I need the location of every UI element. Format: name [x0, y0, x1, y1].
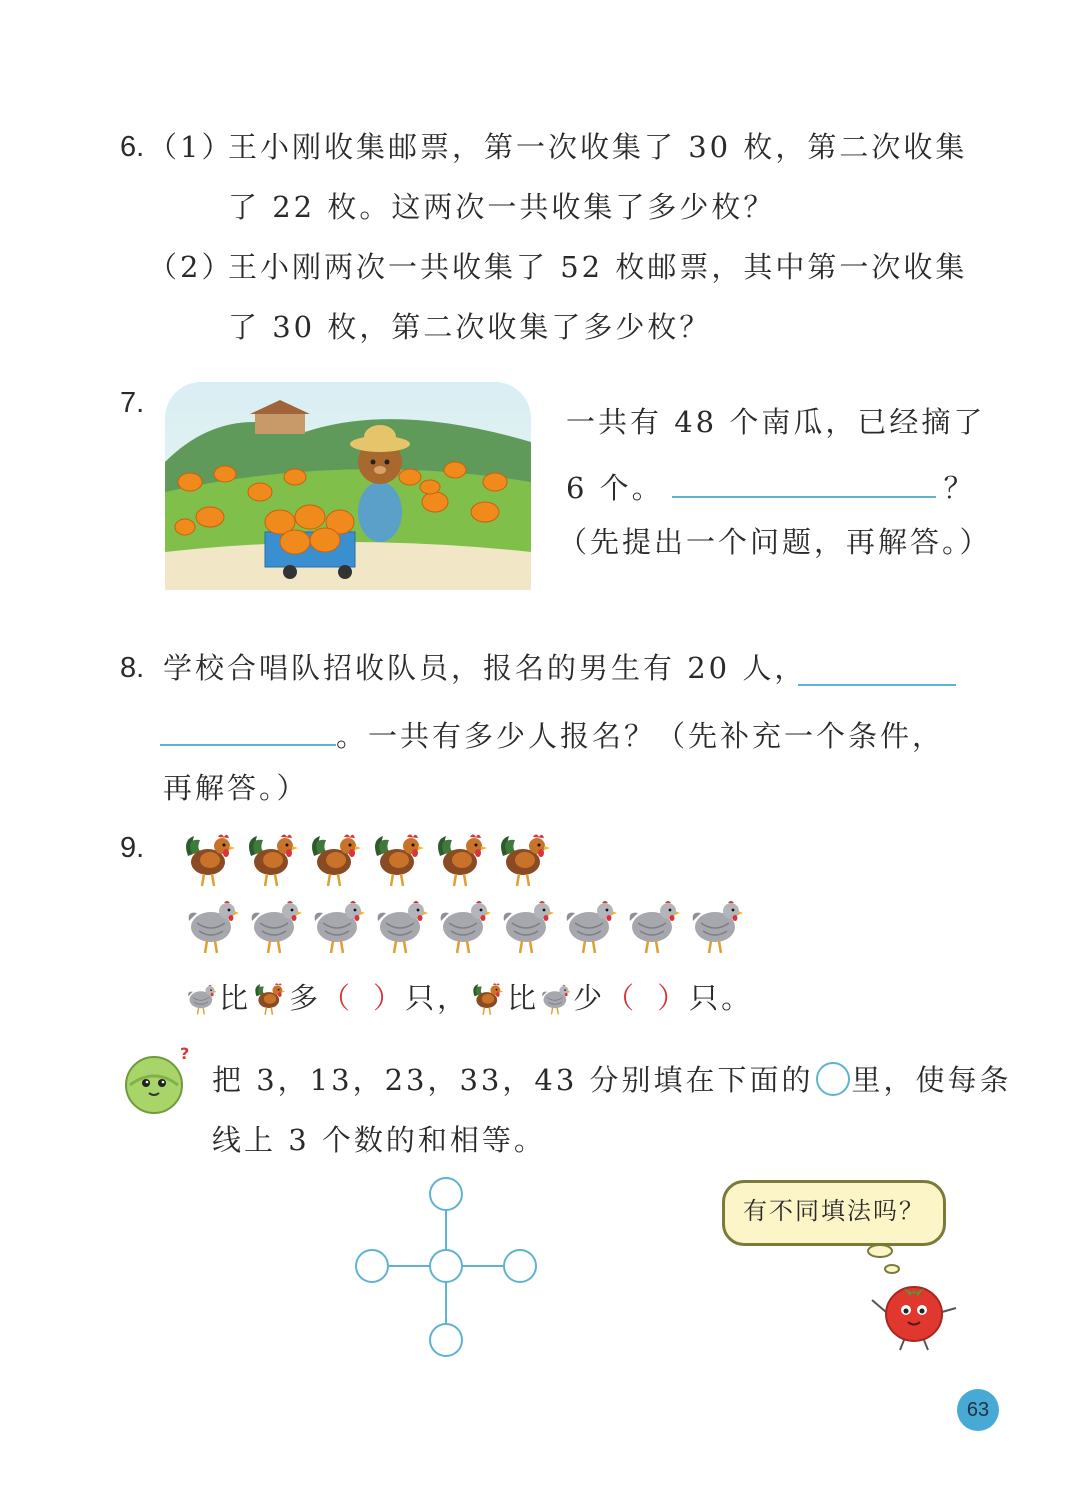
q8-condition-blank-1[interactable] [798, 648, 956, 686]
hen-icon [539, 980, 573, 1026]
q9-answer-paren-close-1: ） [373, 981, 406, 1015]
q7-instruction: （先提出一个问题，再解答。） [558, 525, 992, 559]
q9-answer-paren-open-2: （ [605, 981, 638, 1015]
q6-part2-line1: 王小刚两次一共收集了 52 枚邮票，其中第一次收集 [228, 250, 968, 284]
rooster-row [180, 826, 558, 888]
hen-icon [183, 893, 243, 959]
q6-part1-line2: 了 22 枚。这两次一共收集了多少枚？ [228, 190, 776, 224]
diagram-circle-center[interactable] [430, 1250, 462, 1282]
q7-question-blank[interactable] [672, 462, 936, 498]
diagram-circle-left[interactable] [356, 1250, 388, 1282]
q6-part1-line1: 王小刚收集邮票，第一次收集了 30 枚，第二次收集 [228, 130, 968, 164]
q9-bi-2: 比 [507, 981, 540, 1015]
circle-icon [816, 1062, 850, 1096]
hen-icon [185, 980, 219, 1026]
q7-line2 [566, 462, 976, 508]
q8-line2 [160, 708, 944, 756]
q8-line3: 再解答。） [163, 771, 309, 805]
hen-icon [309, 893, 369, 959]
puzzle-line1-end: 里，使每条 [851, 1063, 1012, 1097]
hen-icon [498, 893, 558, 959]
page-number: 63 [957, 1389, 999, 1431]
hen-icon [435, 893, 495, 959]
q8-line1: 学校合唱队招收队员，报名的男生有 20 人， [163, 651, 807, 685]
q7-line2-start: 6 个。 [566, 471, 664, 505]
diagram-circle-bottom[interactable] [430, 1324, 462, 1356]
svg-text:?: ? [180, 1045, 190, 1063]
rooster-icon [180, 826, 240, 892]
q9-answer-paren-open-1: （ [321, 981, 354, 1015]
q7-number: 7. [120, 387, 145, 419]
diagram-circle-right[interactable] [504, 1250, 536, 1282]
hen-icon [624, 893, 684, 959]
q9-compare-line [185, 978, 753, 1026]
rooster-icon [469, 978, 507, 1026]
q6-part1-label: （1） [148, 130, 234, 164]
thought-bubble [722, 1180, 946, 1246]
rooster-icon [243, 826, 303, 892]
puzzle-line1-start: 把 3，13，23，33，43 分别填在下面的 [212, 1063, 814, 1097]
q9-unit-1: 只， [405, 981, 470, 1015]
rooster-icon [306, 826, 366, 892]
q6-number: 6. [120, 131, 145, 163]
puzzle-line2: 线上 3 个数的和相等。 [212, 1123, 546, 1157]
q9-shao: 少 [573, 981, 606, 1015]
hen-icon [687, 893, 747, 959]
cross-circle-diagram [350, 1170, 550, 1366]
q8-condition-blank-2[interactable] [160, 708, 336, 746]
q6-part2-label: （2） [148, 250, 234, 284]
rooster-icon [369, 826, 429, 892]
q9-answer-paren-close-2: ） [657, 981, 690, 1015]
diagram-circle-top[interactable] [430, 1178, 462, 1210]
q8-number: 8. [120, 652, 145, 684]
rooster-icon [432, 826, 492, 892]
q9-unit-2: 只。 [689, 981, 754, 1015]
q7-line1: 一共有 48 个南瓜，已经摘了 [566, 405, 986, 439]
hen-icon [372, 893, 432, 959]
q7-line2-end: ？ [943, 471, 976, 505]
thought-bubble-text: 有不同填法吗？ [743, 1197, 925, 1225]
cabbage-mascot-icon [120, 1045, 195, 1119]
pumpkin-field-illustration [165, 382, 531, 590]
tomato-mascot-icon [868, 1272, 960, 1356]
rooster-icon [251, 978, 289, 1026]
q9-duo: 多 [289, 981, 322, 1015]
q9-bi-1: 比 [219, 981, 252, 1015]
q8-line2-end: 。一共有多少人报名？（先补充一个条件， [336, 719, 945, 753]
puzzle-line1 [212, 1060, 1012, 1100]
rooster-icon [495, 826, 555, 892]
hen-icon [561, 893, 621, 959]
q6-part2-line2: 了 30 枚，第二次收集了多少枚？ [228, 310, 712, 344]
hen-row [183, 893, 750, 955]
q9-number: 9. [120, 832, 145, 864]
hen-icon [246, 893, 306, 959]
